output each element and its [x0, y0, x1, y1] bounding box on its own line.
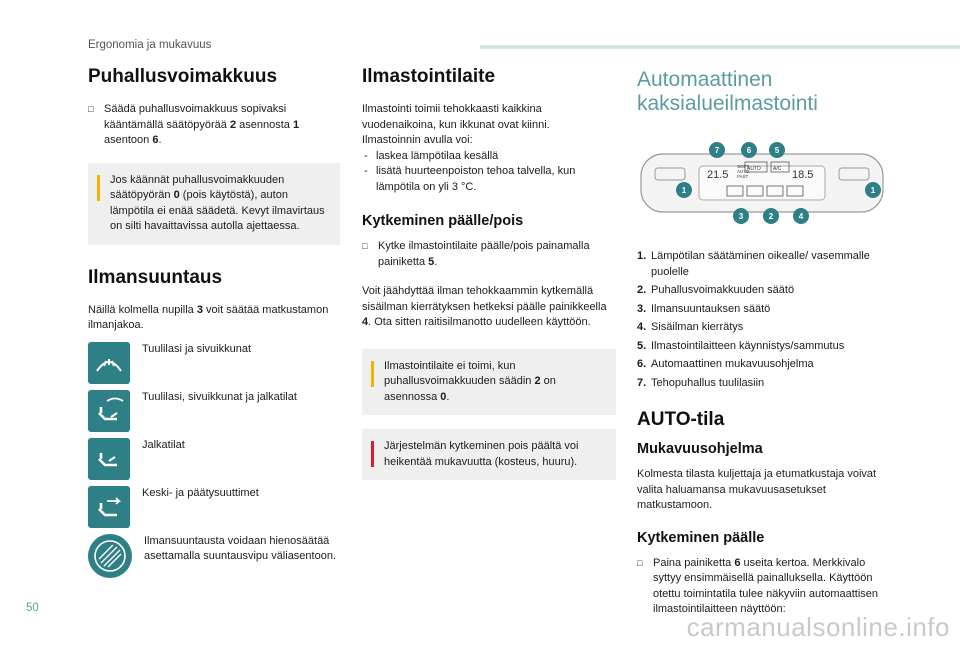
vent-row — [88, 534, 340, 582]
column-fan — [88, 66, 340, 588]
list-num: 4. — [637, 321, 647, 333]
vent-row — [88, 438, 340, 480]
control-legend-list — [637, 249, 887, 391]
climate-panel-diagram — [637, 138, 887, 228]
ac-button-label: A/C — [773, 166, 782, 172]
text: Kytke ilmastointilaite päälle/pois painamalla painiketta — [378, 240, 590, 268]
feet-vent-icon — [88, 438, 130, 480]
vent-label: Jalkatilat — [142, 438, 185, 451]
page-number: 50 — [26, 602, 39, 614]
vent-label: Tuulilasi, sivuikkunat ja jalkatilat — [142, 390, 297, 403]
right-temp-readout: 18.5 — [792, 169, 814, 181]
ref: 1 — [292, 118, 300, 131]
callout-6: 6 — [746, 146, 752, 155]
watermark: carmanualsonline.info — [686, 612, 950, 642]
ac-onoff-bullet — [362, 239, 616, 270]
windscreen-vent-icon — [88, 342, 130, 384]
ac-onoff-title: Kytkeminen päälle/pois — [362, 213, 524, 229]
ac-recirc-para — [362, 284, 616, 331]
list-text: Lämpötilan säätäminen oikealle/ vasemmalle puolelle — [651, 250, 870, 278]
text: Voit jäähdyttää ilman tehokkaammin kytkemällä sisäilman kierrätyksen hetkeksi päälle painikkeella — [362, 285, 607, 313]
text: . — [158, 134, 162, 146]
list-item — [637, 320, 887, 336]
callout-2: 2 — [768, 212, 774, 221]
air-dist-title: Ilmansuuntaus — [88, 266, 223, 288]
list-item — [637, 376, 887, 392]
vent-row — [88, 342, 340, 384]
ref: 3 — [196, 303, 203, 316]
info-marker-icon — [371, 361, 374, 387]
ref: 6 — [734, 556, 741, 569]
text: voit säätää matkustamon ilmanjakoa. — [88, 303, 329, 331]
list-text: Puhallusvoimakkuuden säätö — [651, 284, 795, 296]
callout-1-right: 1 — [870, 186, 876, 195]
text: asentoon — [104, 134, 153, 146]
fan-title: Puhallusvoimakkuus — [88, 66, 278, 87]
auto-small-label: AUTO — [737, 169, 750, 174]
text: asennosta — [236, 118, 293, 131]
ac-para: Ilmastointi toimii tehokkaasti kaikkina vuodenaikoina, kun ikkunat ovat kiinni. — [362, 103, 550, 131]
fan-info-text — [110, 173, 330, 235]
text: Säädä puhallusvoimakkuus sopivaksi kääntämällä säätöpyörää — [104, 103, 287, 131]
text: . — [434, 255, 438, 268]
list-item — [637, 357, 887, 373]
text: . — [446, 390, 450, 403]
title-line: kaksialueilmastointi — [637, 92, 818, 115]
ref: 0 — [173, 189, 180, 201]
switch-on-bullet — [637, 556, 887, 618]
ac-warning-box — [362, 429, 616, 480]
ac-title: Ilmastointilaite — [362, 66, 496, 87]
air-dist-intro — [88, 303, 340, 334]
list-num: 5. — [637, 339, 647, 352]
comfort-program-title: Mukavuusohjelma — [637, 441, 763, 457]
comfort-para: Kolmesta tilasta kuljettaja ja etumatkustaja voivat valita haluamansa mukavuusasetukset matkustamoon. — [637, 468, 877, 511]
ref: 0 — [440, 390, 447, 403]
fan-info-box — [88, 163, 340, 245]
ref: 4 — [362, 316, 369, 328]
warning-marker-icon — [371, 441, 374, 467]
list-text: Tehopuhallus tuulilasiin — [651, 376, 765, 389]
list-text: Automaattinen mukavuusohjelma — [651, 358, 814, 370]
ac-dash-item: - lisätä huurteenpoiston tehoa talvella, kun lämpötila on yli 3 °C. — [362, 164, 616, 195]
text: . Ota sitten raitisilmanotto uudelleen käyttöön. — [368, 316, 591, 328]
text: useita kertoa. Merkkivalo syttyy ensimmäisellä painalluksella. Käyttöön otettu toimintatila tulee näkyviin automaattisen ilmastointilaitteen näyttöön: — [653, 556, 879, 615]
list-num: 7. — [637, 376, 647, 389]
windscreen-feet-vent-icon — [88, 390, 130, 432]
vent-label: Keski- ja päätysuuttimet — [142, 486, 259, 499]
list-num: 1. — [637, 250, 647, 262]
ref: 2 — [229, 118, 237, 131]
list-text: Ilmastointilaitteen käynnistys/sammutus — [651, 339, 845, 352]
text: Paina painiketta — [653, 556, 735, 569]
list-num: 3. — [637, 302, 647, 315]
list-num: 6. — [637, 358, 647, 370]
column-ac — [362, 66, 616, 494]
title-line: Automaattinen — [637, 68, 773, 91]
header-rule — [480, 45, 960, 49]
fan-bullet — [88, 102, 340, 149]
ref: 6 — [152, 134, 159, 146]
ac-info-box — [362, 349, 616, 416]
text: Näillä kolmella nupilla — [88, 303, 197, 316]
text: Ilmastointilaite ei toimi, kun puhallusvoimakkuuden säädin — [384, 359, 535, 387]
list-num: 2. — [637, 284, 647, 296]
vent-row — [88, 486, 340, 528]
auto-climate-title — [637, 68, 887, 116]
ref: 5 — [428, 255, 435, 268]
section-header: Ergonomia ja mukavuus — [88, 39, 212, 51]
list-text: Sisäilman kierrätys — [651, 321, 744, 333]
callout-3: 3 — [738, 212, 744, 221]
list-item — [637, 339, 887, 355]
callout-1-left: 1 — [681, 186, 687, 195]
info-marker-icon — [97, 175, 100, 201]
switch-on-title: Kytkeminen päälle — [637, 529, 765, 546]
fast-label: FAST — [737, 174, 749, 179]
auto-mode-title: AUTO-tila — [637, 409, 725, 430]
face-vent-icon — [88, 486, 130, 528]
vent-label: Ilmansuuntausta voidaan hienosäätää asettamalla suuntausvipu väliasentoon. — [144, 534, 337, 562]
left-temp-readout: 21.5 — [707, 169, 729, 181]
list-item — [637, 283, 887, 299]
callout-4: 4 — [798, 212, 804, 221]
ac-dash-item: - laskea lämpötilaa kesällä — [362, 149, 616, 165]
soft-label: SOFT — [737, 164, 749, 169]
column-auto — [637, 68, 887, 626]
vent-label: Tuulilasi ja sivuikkunat — [142, 342, 252, 355]
callout-5: 5 — [774, 146, 780, 155]
text: Jos käännät puhallusvoimakkuuden säätöpyörän — [110, 173, 285, 201]
text: on asennossa — [384, 375, 556, 403]
list-text: Ilmansuuntauksen säätö — [651, 302, 771, 315]
list-item — [637, 302, 887, 318]
callout-7: 7 — [714, 146, 720, 155]
vent-row — [88, 390, 340, 432]
list-item — [637, 249, 887, 280]
text: (pois käytöstä), auton lämpötila ei enää säädetä. Kevyt ilmavirtaus on silti havaittavissa autolla ajettaessa. — [110, 189, 325, 232]
ac-para: Ilmastoinnin avulla voi: — [362, 134, 473, 146]
ac-warning-text: Järjestelmän kytkeminen pois päältä voi heikentää mukavuutta (kosteus, huuru). — [384, 440, 579, 468]
auto-button-label: AUTO — [747, 166, 761, 172]
ac-info-text — [384, 359, 606, 406]
vent-dial-icon — [88, 534, 132, 578]
ref: 2 — [534, 375, 541, 387]
